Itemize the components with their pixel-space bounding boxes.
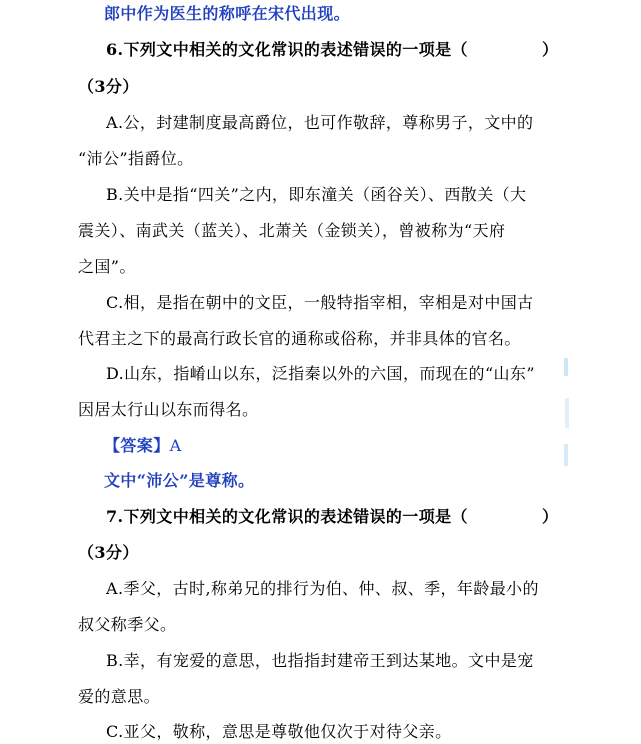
q7-option-b-line1: B.幸，有宠爱的意思，也指指封建帝王到达某地。文中是宠 bbox=[106, 651, 534, 670]
q6-option-b-line2: 震关）、南武关（蓝关）、北萧关（金锁关），曾被称为“天府 bbox=[78, 221, 506, 240]
q6-explanation: 文中“沛公”是尊称。 bbox=[104, 471, 255, 490]
q6-option-b-line3: 之国”。 bbox=[78, 257, 136, 276]
q6-answer bbox=[104, 436, 182, 456]
question-6-score: （3分） bbox=[78, 77, 139, 96]
question-6-close-paren: ） bbox=[542, 40, 559, 59]
answer-value: A bbox=[169, 436, 182, 455]
q7-option-a-line1: A.季父，古时,称弟兄的排行为伯、仲、叔、季，年龄最小的 bbox=[106, 579, 539, 598]
scan-edge-artifact bbox=[562, 358, 572, 468]
question-6-stem: 6.下列文中相关的文化常识的表述错误的一项是（ bbox=[106, 40, 468, 59]
q6-option-c-line2: 代君主之下的最高行政长官的通称或俗称，并非具体的官名。 bbox=[78, 329, 521, 348]
question-7-score: （3分） bbox=[78, 543, 139, 562]
q7-option-b-line2: 爱的意思。 bbox=[78, 687, 161, 706]
q6-option-d-line1: D.山东，指崤山以东，泛指秦以外的六国，而现在的“山东” bbox=[106, 364, 535, 383]
q6-option-c-line1: C.相，是指在朝中的文臣，一般特指宰相，宰相是对中国古 bbox=[106, 293, 534, 312]
q6-option-b-line1: B.关中是指“四关”之内，即东潼关（函谷关）、西散关（大 bbox=[106, 185, 527, 204]
q7-option-a-line2: 叔父称季父。 bbox=[78, 615, 177, 634]
question-7-close-paren: ） bbox=[542, 507, 559, 526]
answer-label: 【答案】 bbox=[104, 436, 170, 455]
question-7-stem: 7.下列文中相关的文化常识的表述错误的一项是（ bbox=[106, 507, 468, 526]
q7-option-c-line1: C.亚父，敬称，意思是尊敬他仅次于对待父亲。 bbox=[106, 722, 452, 741]
q6-option-d-line2: 因居太行山以东而得名。 bbox=[78, 400, 259, 419]
top-note: 郎中作为医生的称呼在宋代出现。 bbox=[104, 4, 351, 23]
q6-option-a-line2: “沛公”指爵位。 bbox=[78, 149, 194, 168]
q6-option-a-line1: A.公，封建制度最高爵位，也可作敬辞，尊称男子，文中的 bbox=[106, 113, 534, 132]
